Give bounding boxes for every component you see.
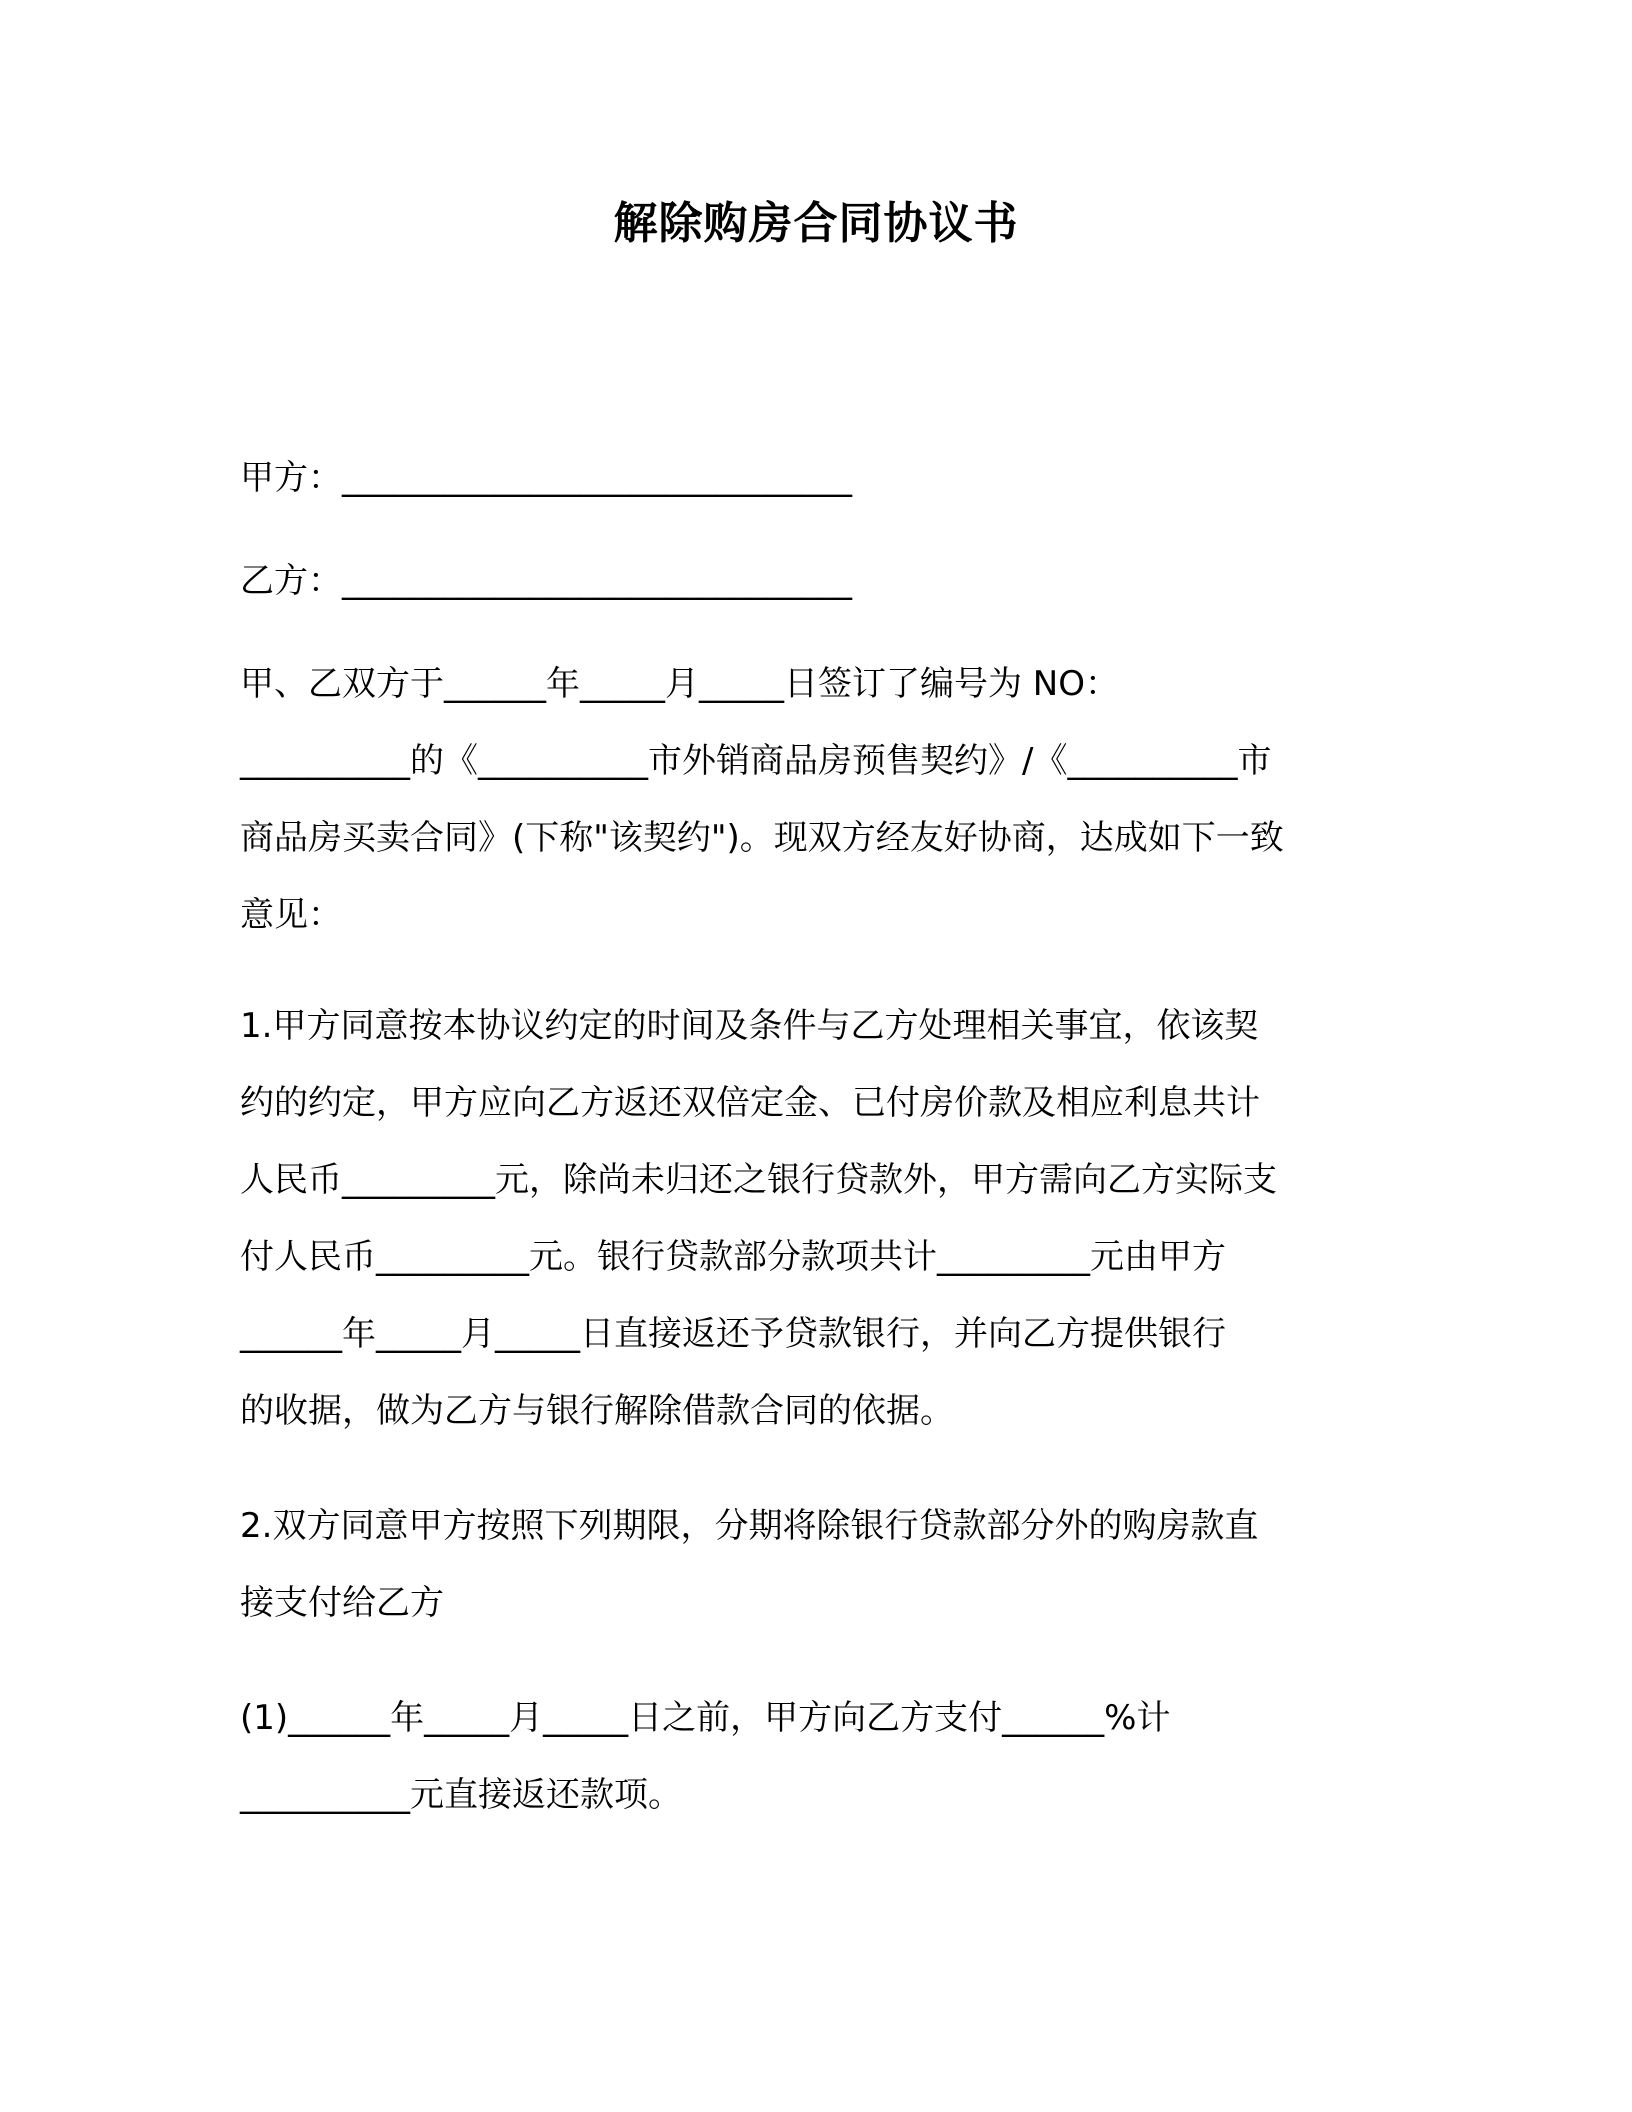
clause-2-line: 2.双方同意甲方按照下列期限，分期将除银行贷款部分外的购房款直 [240, 1506, 1259, 1546]
clause-1-line: 人民币_________元，除尚未归还之银行贷款外，甲方需向乙方实际支 [240, 1160, 1277, 1200]
intro-line: 商品房买卖合同》(下称"该契约")。现双方经友好协商，达成如下一致 [240, 818, 1284, 858]
document-title: 解除购房合同协议书 [613, 198, 1019, 249]
document-body [240, 440, 1390, 1834]
intro-line: 意见： [240, 895, 342, 935]
intro-line: 甲、乙双方于______年_____月_____日签订了编号为 NO： [240, 664, 1120, 704]
clause-2-line: 接支付给乙方 [240, 1583, 444, 1623]
clause-1-line: 约的约定，甲方应向乙方返还双倍定金、已付房价款及相应利息共计 [240, 1083, 1260, 1123]
clause-1-line: ______年_____月_____日直接返还予贷款银行，并向乙方提供银行 [240, 1314, 1226, 1354]
intro-paragraph [240, 646, 1390, 954]
clause-1-line: 付人民币_________元。银行贷款部分款项共计_________元由甲方 [240, 1237, 1226, 1277]
item-1-line: (1)______年_____月_____日之前，甲方向乙方支付______%计 [240, 1698, 1171, 1738]
clause-1-line: 的收据，做为乙方与银行解除借款合同的依据。 [240, 1391, 954, 1431]
party-b-line: 乙方：______________________________ [240, 561, 852, 601]
clause-2-paragraph [240, 1488, 1390, 1642]
clause-1-line: 1.甲方同意按本协议约定的时间及条件与乙方处理相关事宜，依该契 [240, 1006, 1259, 1046]
clause-1-paragraph [240, 988, 1390, 1450]
party-a-line: 甲方：______________________________ [240, 458, 852, 498]
item-1-paragraph [240, 1680, 1390, 1834]
intro-line: __________的《__________市外销商品房预售契约》/《__________市 [240, 741, 1272, 781]
item-1-line: __________元直接返还款项。 [240, 1775, 682, 1815]
